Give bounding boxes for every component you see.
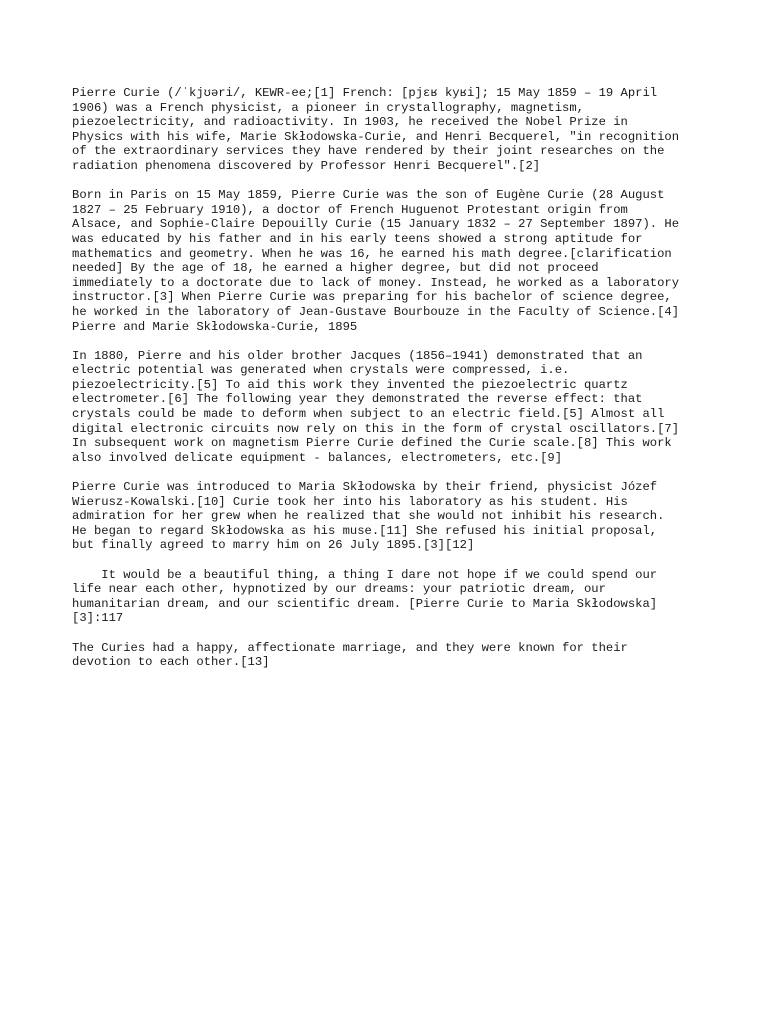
document-body [72,86,702,684]
paragraph-early-life: Born in Paris on 15 May 1859, Pierre Curie was the son of Eugène Curie (28 August 1827 – 25 February 1910), a doctor of French Huguenot Protestant origin from Alsace, and Sophie-Claire Depouilly Curie (15 January 1832 – 27 September 1897). He was educated by his father and in his early teens showed a strong aptitude for mathematics and geometry. When he was 16, he earned his math degree.[clarification needed] By the age of 18, he earned a higher degree, but did not proceed immediately to a doctorate due to lack of money. Instead, he worked as a laboratory instructor.[3] When Pierre Curie was preparing for his bachelor of science degree, he worked in the laboratory of Jean-Gustave Bourbouze in the Faculty of Science.[4] Pierre and Marie Skłodowska-Curie, 1895 [72,188,680,334]
paragraph-piezoelectricity: In 1880, Pierre and his older brother Jacques (1856–1941) demonstrated that an electric potential was generated when crystals were compressed, i.e. piezoelectricity.[5] To aid this work they invented the piezoelectric quartz electrometer.[6] The following year they demonstrated the reverse effect: that crystals could be made to deform when subject to an electric field.[5] Almost all digital electronic circuits now rely on this in the form of crystal oscillators.[7] In subsequent work on magnetism Pierre Curie defined the Curie scale.[8] This work also involved delicate equipment - balances, electrometers, etc.[9] [72,348,680,465]
paragraph-quote: It would be a beautiful thing, a thing I dare not hope if we could spend our life near each other, hypnotized by our dreams: your patriotic dream, our humanitarian dream, and our scientific dream. [Pierre Curie to Maria Skłodowska] [3]:117 [72,567,658,626]
paragraph-marriage: The Curies had a happy, affectionate marriage, and they were known for their devotion to each other.[13] [72,640,628,670]
paragraph-meeting-maria: Pierre Curie was introduced to Maria Skłodowska by their friend, physicist Józef Wierusz-Kowalski.[10] Curie took her into his laboratory as his student. His admiration for her grew when he realized that she would not inhibit his research. He began to regard Skłodowska as his muse.[11] She refused his initial proposal, but finally agreed to marry him on 26 July 1895.[3][12] [72,480,665,553]
paragraph-intro: Pierre Curie (/ˈkjʊəri/, KEWR-ee;[1] French: [pjɛʁ kyʁi]; 15 May 1859 – 19 April 1906) was a French physicist, a pioneer in crystallography, magnetism, piezoelectricity, and radioactivity. In 1903, he received the Nobel Prize in Physics with his wife, Marie Skłodowska-Curie, and Henri Becquerel, "in recognition of the extraordinary services they have rendered by their joint researches on the radiation phenomena discovered by Professor Henri Becquerel".[2] [72,86,680,173]
